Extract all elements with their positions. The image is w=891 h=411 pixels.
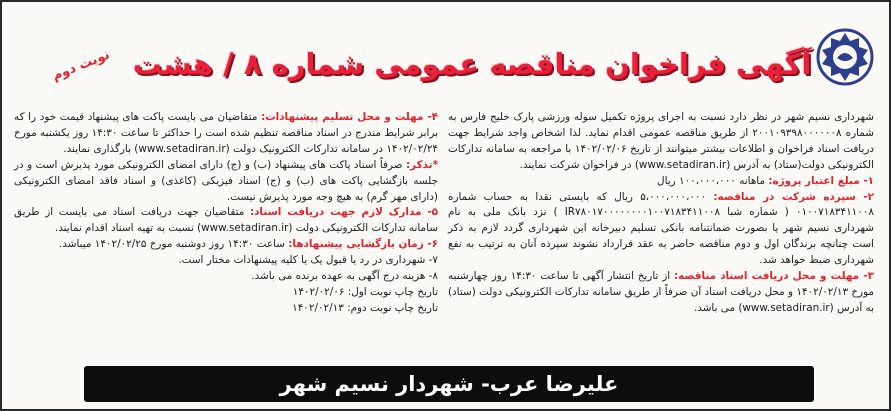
- section-7: ۷- شهرداری در رد یا قبول یک یا کلیه پیشنهادات مختار است.: [178, 254, 438, 267]
- section-2: [448, 190, 874, 270]
- left-column: [14, 110, 438, 317]
- municipality-logo: [816, 28, 874, 86]
- second-print-date: تاریخ چاپ نوبت دوم: ۱۴۰۲/۰۲/۱۳: [292, 301, 438, 314]
- section-6: [14, 237, 438, 253]
- section-1-body: ماهانه ۱۰۰،۰۰۰،۰۰۰ ریال: [657, 174, 769, 187]
- intro-paragraph: شهرداری نسیم شهر در نظر دارد نسبت به اجرای پروژه تکمیل سوله ورزشی پارک خلیج فارس به شماره ۲۰۰۱۰۹۳۹۸۰۰۰۰۰۰۸ از طریق مناقصه عمومی اقدام نماید. لذا اشخاص واجد شرایط جهت دریافت اسناد فراخوان و اطلاعات بیشتر میتوانند از تاریخ ۱۴۰۲/۰۲/۰۶ با مراجعه به سامانه تدارکات الکترونیکی دولت(ستاد) به آدرس (www.setadiran.ir) در فراخوان شرکت نمایند.: [448, 111, 874, 171]
- round-badge: نوبت دوم: [50, 47, 112, 84]
- section-5: [14, 205, 438, 237]
- note: [14, 158, 438, 206]
- section-3-body: از تاریخ انتشار آگهی تا ساعت ۱۴:۳۰ روز چهارشنبه مورخ ۱۴۰۲/۰۲/۱۳ و محل دریافت اسناد آن صرفاً از طریق سامانه تدارکات الکترونیکی دولت (ستاد) به آدرس (www.setadiran.ir) می باشد.: [448, 270, 875, 314]
- note-body: صرفاً اسناد پاکت های پیشنهاد (ب) و (ج) دارای امضای الکترونیکی مورد پذیرش است و در جلسه بازگشایی پاکت های (ب) و (ج) اسناد فیزیکی (کاغذی) و اسناد فاقد امضای الکترونیکی (دارای مهر گرم) به هیچ وجه مورد پذیرش نیست.: [14, 158, 438, 203]
- section-2-heading: ۲- سپرده شرکت در مناقصه:: [713, 190, 874, 203]
- section-5-heading: ۵- مدارک لازم جهت دریافت اسناد:: [249, 206, 438, 219]
- section-3: [448, 269, 874, 317]
- section-8: ۸- هزینه درج آگهی به عهده برنده می باشد.: [251, 270, 438, 283]
- right-column: [448, 110, 874, 317]
- first-print-date: تاریخ چاپ نوبت اول: ۱۴۰۲/۰۲/۰۶: [292, 285, 438, 298]
- section-6-heading: ۶- زمان بازگشایی پیشنهادها:: [288, 238, 438, 251]
- section-1: [448, 174, 874, 190]
- section-4-body: متقاضیان می بایست پاکت های پیشنهاد قیمت خود را که برابر شرایط مندرج در اسناد مناقصه تنظیم شده است را حداکثر تا ساعت ۱۴:۳۰ روز یکشنبه مورخ ۱۴۰۲/۰۲/۲۴ در سامانه تدارکات الکترونیک دولت (www.setadiran.ir) بارگذاری نمایند.: [14, 111, 438, 155]
- section-5-body: متقاضیان جهت دریافت اسناد می بایست از طریق سامانه تدارکات الکترونیکی دولت (www.setadiran.ir) نسبت به تهیه اسناد اقدام نمایند.: [14, 206, 438, 235]
- note-heading: *تذکر:: [406, 158, 438, 171]
- section-2-body: ۵،۰۰۰،۰۰۰،۰۰۰ ریال که بایستی نقدا به حساب شماره ۰۱۰۰۷۱۸۳۴۱۱۰۰۸ ( شماره شبا IR۷۸۰۱۷۰۰۰۰۰۰۰۰۱۰۰۷۱۸۳۴۱۱۰۰۸ ) نزد بانک ملی به نام شهرداری نسیم شهر یا بصورت ضمانتنامه بانکی تسلیم دبیرخانه این شهرداری گردد لازم به ذکر است چنانچه برندگان اول و دوم مناقصه حاضر به عقد قرارداد نشوند سپرده آنان به ترتیب به نفع شهرداری ضبط خواهد شد.: [448, 190, 874, 267]
- section-3-heading: ۳- مهلت و محل دریافت اسناد مناقصه:: [673, 270, 874, 283]
- section-4: [14, 110, 438, 158]
- notice-title: آگهی فراخوان مناقصه عمومی شماره ۸ / هشت: [132, 47, 812, 81]
- section-4-heading: ۴- مهلت و محل تسلیم پیشنهادات:: [261, 111, 438, 123]
- section-1-heading: ۱- مبلغ اعتبار پروژه:: [768, 174, 874, 187]
- section-6-body: ساعت ۱۴:۳۰ روز دوشنبه مورخ ۱۴۰۲/۰۲/۲۵ میباشد.: [58, 238, 289, 251]
- signature-banner: علیرضا عرب- شهردار نسیم شهر: [84, 366, 814, 402]
